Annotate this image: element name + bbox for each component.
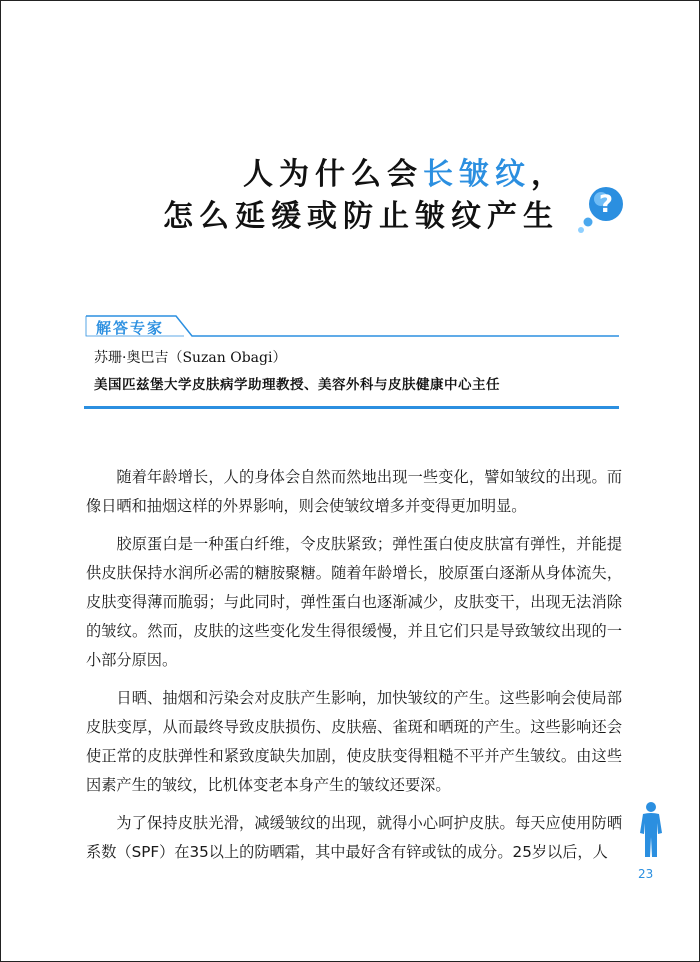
expert-divider — [84, 406, 619, 409]
paragraph: 胶原蛋白是一种蛋白纤维，令皮肤紧致；弹性蛋白使皮肤富有弹性，并能提供皮肤保持水润所必需的糖胺聚糖。随着年龄增长，胶原蛋白逐渐从身体流失，皮肤变得薄而脆弱；与此同时，弹性蛋白也逐渐减少，皮肤变干，出现无法消除的皱纹。然而，皮肤的这些变化发生得很缓慢，并且它们只是导致皱纹出现的一小部分原因。 — [86, 535, 622, 669]
title-line-1-punct: ， — [531, 157, 567, 192]
svg-text:?: ? — [599, 190, 613, 218]
person-silhouette-icon — [637, 801, 665, 859]
paragraph: 随着年龄增长，人的身体会自然而然地出现一些变化，譬如皱纹的出现。而像日晒和抽烟这样的外界影响，则会使皱纹增多并变得更加明显。 — [86, 468, 622, 515]
expert-label: 解答专家 — [96, 319, 165, 337]
paragraph: 日晒、抽烟和污染会对皮肤产生影响，加快皱纹的产生。这些影响会使局部皮肤变厚，从而最终导致皮肤损伤、皮肤癌、雀斑和晒斑的产生。这些影响还会使正常的皮肤弹性和紧致度缺失加剧，使皮肤变得粗糙不平并产生皱纹。由这些因素产生的皱纹，比机体变老本身产生的皱纹还要深。 — [86, 689, 622, 794]
expert-role: 美国匹兹堡大学皮肤病学助理教授、美容外科与皮肤健康中心主任 — [94, 377, 500, 393]
paragraph: 为了保持皮肤光滑，减缓皱纹的出现，就得小心呵护皮肤。每天应使用防晒系数（SPF）在35以上的防晒霜，其中最好含有锌或钛的成分。25岁以后，人 — [86, 814, 622, 861]
page-number: 23 — [638, 867, 654, 881]
title-line-2: 怎么延缓或防止皱纹产生 — [163, 199, 559, 234]
article-body — [86, 463, 622, 876]
expert-header-bar — [84, 315, 620, 339]
title-line-1-text: 人为什么会 — [243, 157, 423, 192]
expert-name: 苏珊·奥巴吉（Suzan Obagi） — [94, 350, 287, 366]
question-bubble-icon — [576, 184, 624, 236]
title-highlight: 长皱纹 — [423, 157, 531, 192]
title-line-1 — [243, 149, 567, 193]
